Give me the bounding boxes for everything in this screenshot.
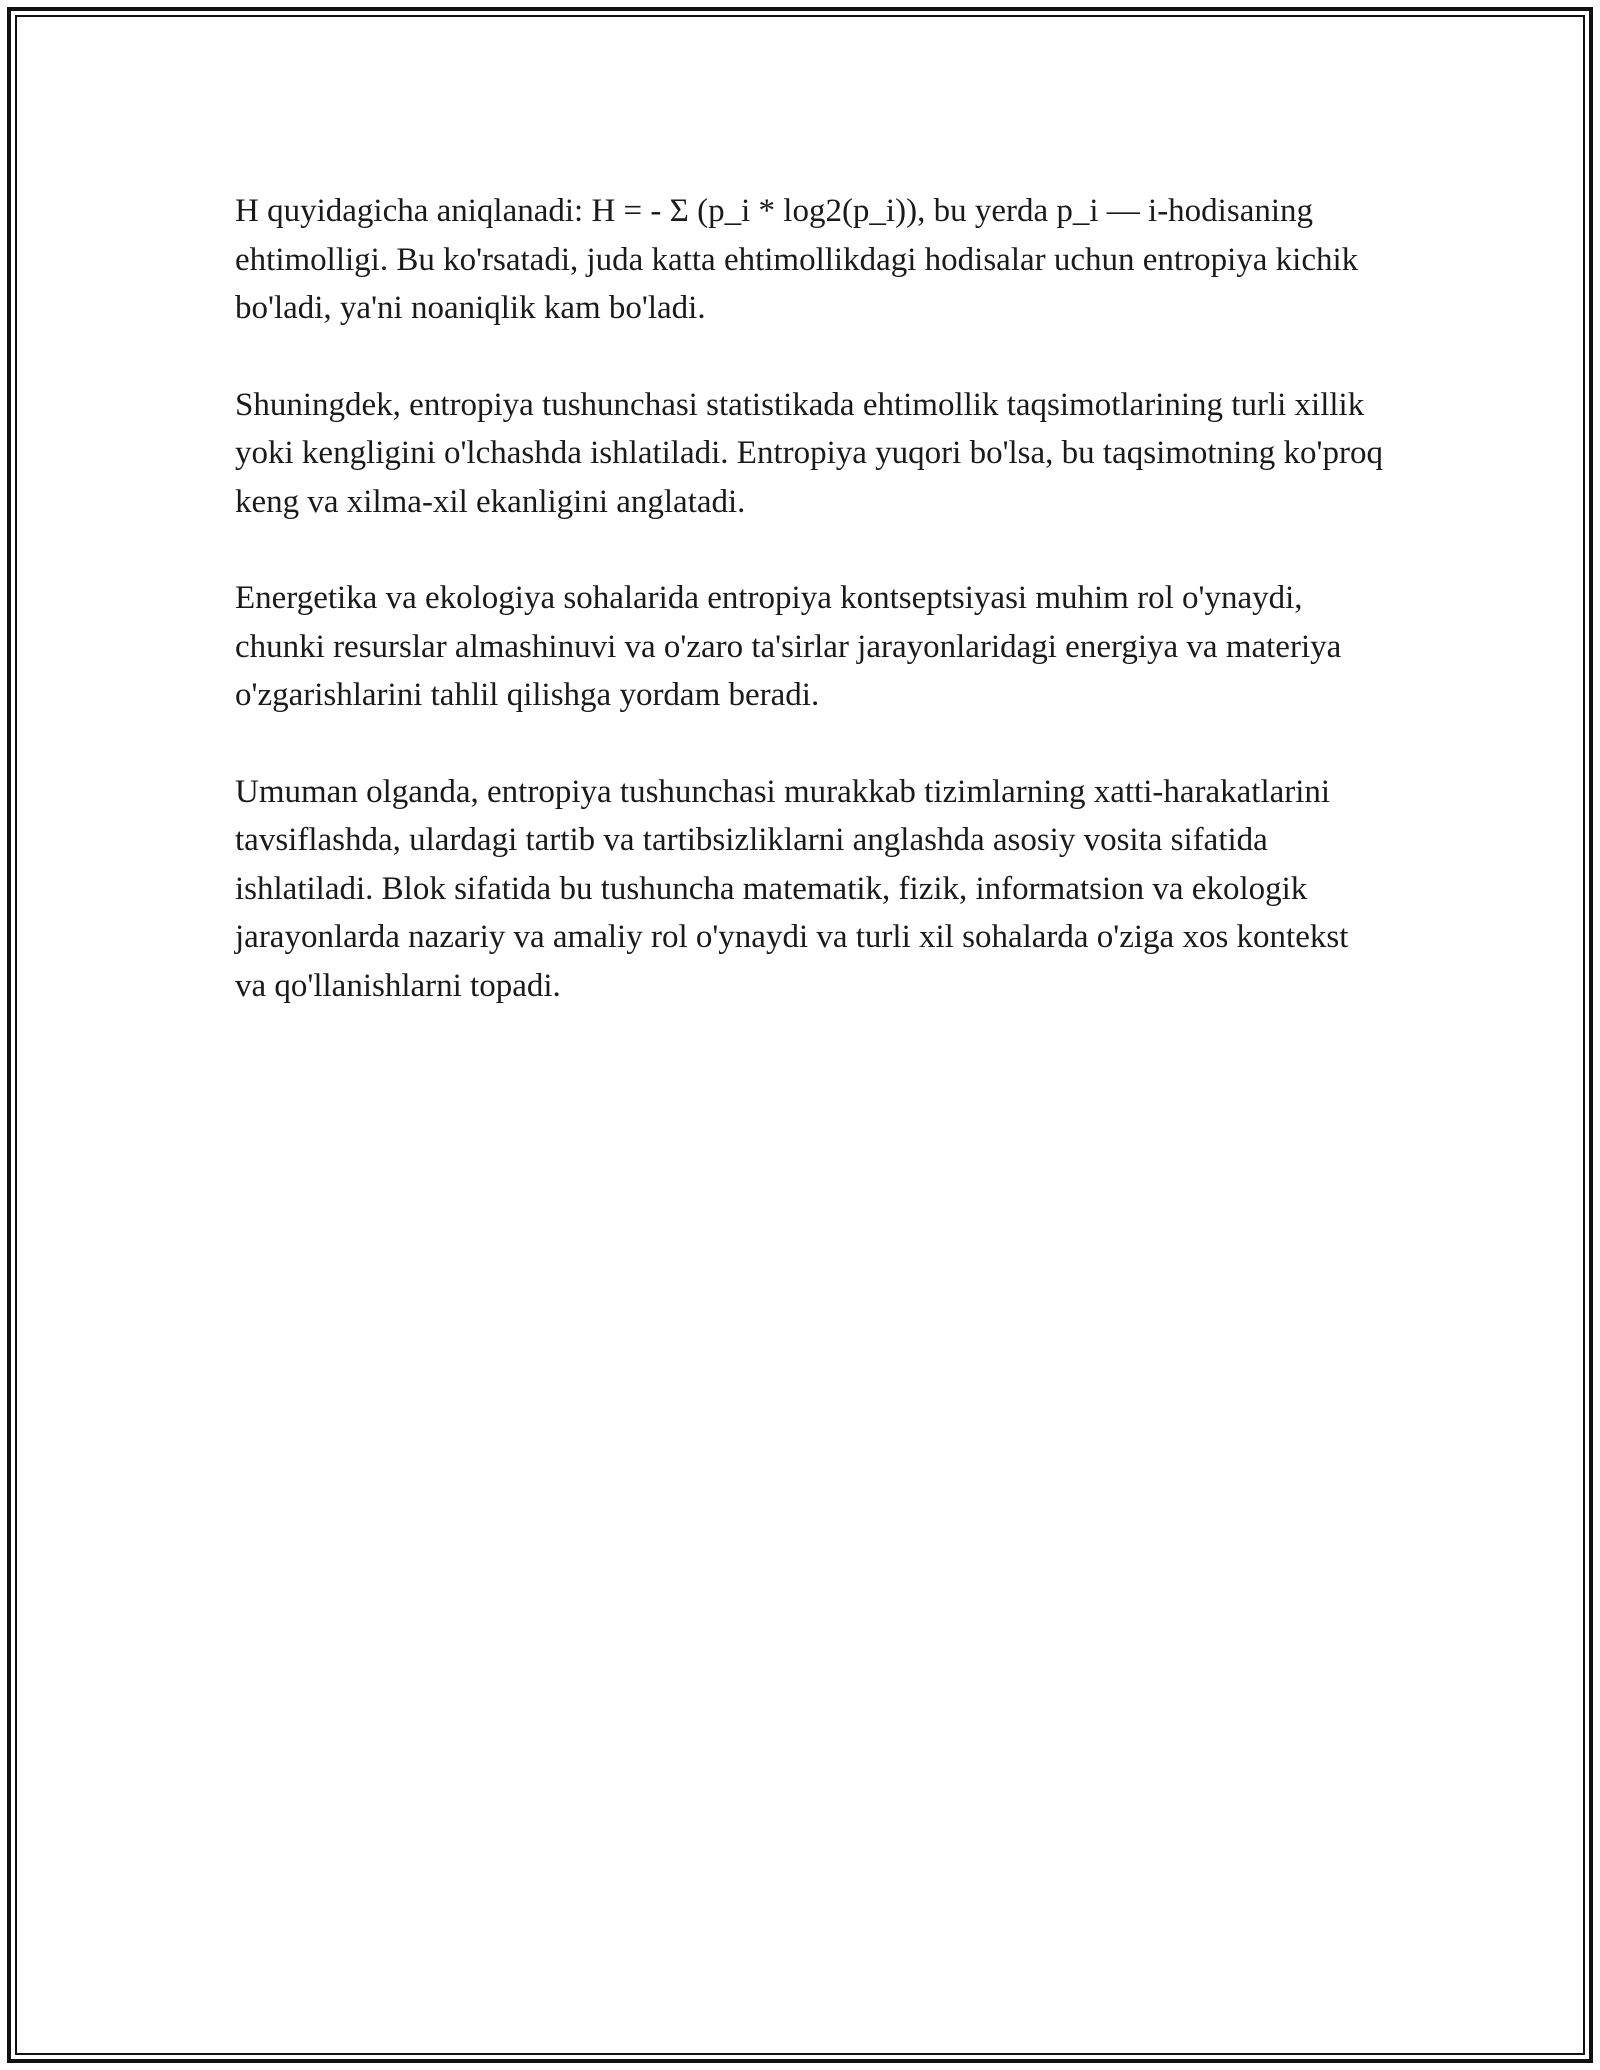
paragraph-energy-ecology: Energetika va ekologiya sohalarida entropiya kontseptsiyasi muhim rol o'ynaydi, chunki resurslar almashinuvi va o'zaro ta'sirlar jarayonlaridagi energiya va materiya o'zgarishlarini tahlil qilishga yordam beradi. xyxy=(235,580,1342,713)
document-body xyxy=(235,187,1385,1058)
paragraph-entropy-formula: H quyidagicha aniqlanadi: H = - Σ (p_i * log2(p_i)), bu yerda p_i — i-hodisaning ehtimolligi. Bu ko'rsatadi, juda katta ehtimollikdagi hodisalar uchun entropiya kichik bo'ladi, ya'ni noaniqlik kam bo'ladi. xyxy=(235,193,1359,326)
paragraph-conclusion: Umuman olganda, entropiya tushunchasi murakkab tizimlarning xatti-harakatlarini tavsiflashda, ulardagi tartib va tartibsizliklarni anglashda asosiy vosita sifatida ishlatiladi. Blok sifatida bu tushuncha matematik, fizik, informatsion va ekologik jarayonlarda nazariy va amaliy rol o'ynaydi va turli xil sohalarda o'ziga xos kontekst va qo'llanishlarni topadi. xyxy=(235,773,1349,1004)
paragraph-statistics: Shuningdek, entropiya tushunchasi statistikada ehtimollik taqsimotlarining turli xillik yoki kengligini o'lchashda ishlatiladi. Entropiya yuqori bo'lsa, bu taqsimotning ko'proq keng va xilma-xil ekanligini anglatadi. xyxy=(235,386,1383,520)
